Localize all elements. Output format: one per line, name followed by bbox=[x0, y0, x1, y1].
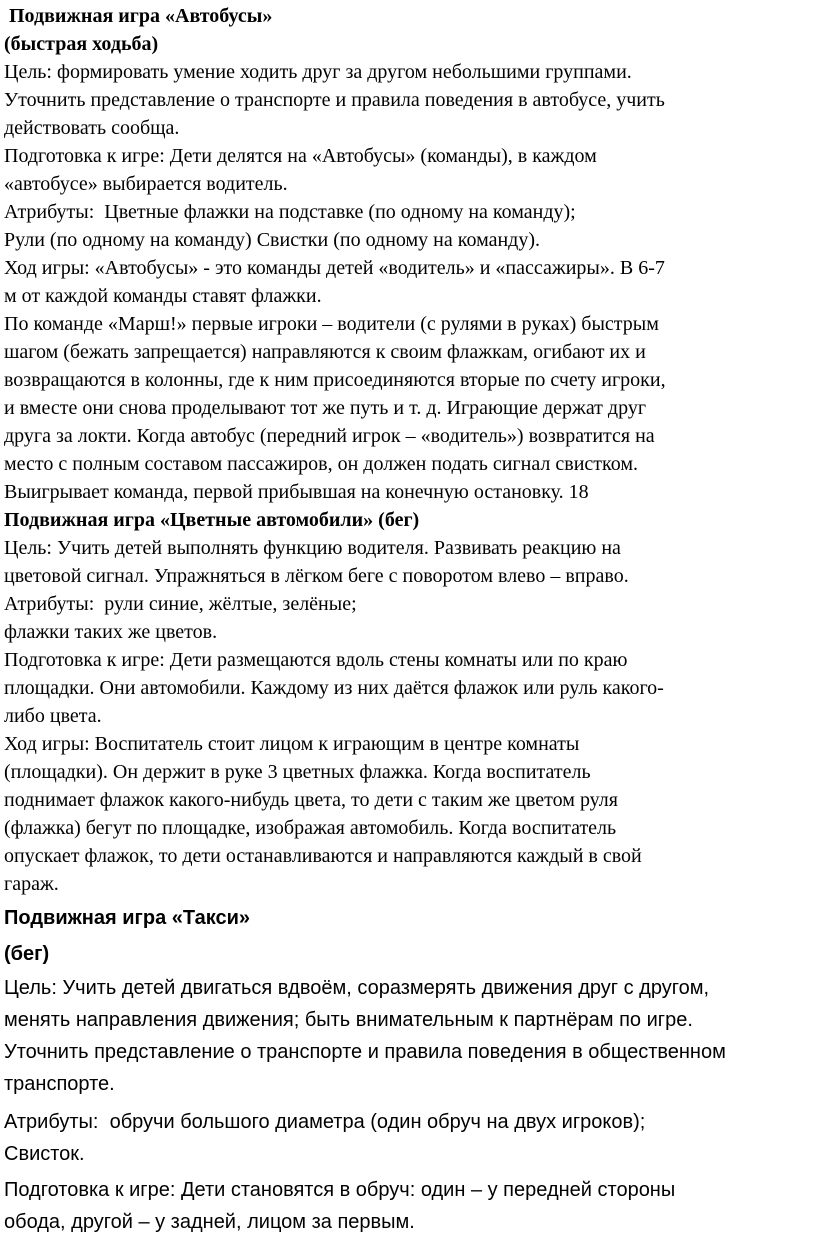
text-line: обода, другой – у задней, лицом за первым. bbox=[4, 1211, 415, 1233]
text-line: Подготовка к игре: Дети размещаются вдоль стены комнаты или по краю bbox=[4, 649, 628, 671]
text-line: Цель: Учить детей двигаться вдвоём, соразмерять движения друг с другом, bbox=[4, 977, 710, 999]
text-line: Ход игры: Воспитатель стоит лицом к играющим в центре комнаты bbox=[4, 733, 580, 755]
heading-line: Подвижная игра «Такси» bbox=[4, 907, 250, 929]
text-line: опускает флажок, то дети останавливаются и направляются каждый в свой bbox=[4, 845, 642, 867]
text-line: Выигрывает команда, первой прибывшая на конечную остановку. 18 bbox=[4, 481, 589, 503]
text-line: Атрибуты: рули синие, жёлтые, зелёные; bbox=[4, 593, 357, 615]
text-line: Рули (по одному на команду) Свистки (по одному на команду). bbox=[4, 229, 541, 251]
text-line: «автобусе» выбирается водитель. bbox=[4, 173, 288, 195]
text-line: Свисток. bbox=[4, 1143, 85, 1165]
text-line: Подготовка к игре: Дети делятся на «Автобусы» (команды), в каждом bbox=[4, 145, 597, 167]
text-line: (флажка) бегут по площадке, изображая автомобиль. Когда воспитатель bbox=[4, 817, 617, 839]
text-line: цветовой сигнал. Упражняться в лёгком беге с поворотом влево – вправо. bbox=[4, 565, 629, 587]
heading-line: (бег) bbox=[4, 943, 50, 965]
text-line: Подготовка к игре: Дети становятся в обруч: один – у передней стороны bbox=[4, 1179, 676, 1201]
text-line: и вместе они снова проделывают тот же путь и т. д. Играющие держат друг bbox=[4, 397, 647, 419]
text-line: Атрибуты: обручи большого диаметра (один обруч на двух игроков); bbox=[4, 1111, 646, 1133]
text-line: место с полным составом пассажиров, он должен подать сигнал свистком. bbox=[4, 453, 638, 475]
text-line: (площадки). Он держит в руке 3 цветных флажка. Когда воспитатель bbox=[4, 761, 591, 783]
text-line: Уточнить представление о транспорте и правила поведения в общественном bbox=[4, 1041, 726, 1063]
text-line: Атрибуты: Цветные флажки на подставке (по одному на команду); bbox=[4, 201, 576, 223]
text-line: менять направления движения; быть внимательным к партнёрам по игре. bbox=[4, 1009, 693, 1031]
text-line: Уточнить представление о транспорте и правила поведения в автобусе, учить bbox=[4, 89, 665, 111]
heading-line: Подвижная игра «Цветные автомобили» (бег) bbox=[4, 509, 420, 531]
text-line: либо цвета. bbox=[4, 705, 102, 727]
text-line: поднимает флажок какого-нибудь цвета, то дети с таким же цветом руля bbox=[4, 789, 618, 811]
heading-line: (быстрая ходьба) bbox=[4, 33, 159, 55]
text-line: По команде «Марш!» первые игроки – водители (с рулями в руках) быстрым bbox=[4, 313, 659, 335]
text-line: Цель: формировать умение ходить друг за другом небольшими группами. bbox=[4, 61, 632, 83]
text-line: действовать сообща. bbox=[4, 117, 180, 139]
text-line: Ход игры: «Автобусы» - это команды детей «водитель» и «пассажиры». В 6-7 bbox=[4, 257, 665, 279]
text-line: шагом (бежать запрещается) направляются к своим флажкам, огибают их и bbox=[4, 341, 646, 363]
text-line: друга за локти. Когда автобус (передний игрок – «водитель») возвратится на bbox=[4, 425, 655, 447]
text-section-sans bbox=[4, 902, 816, 1238]
text-line: м от каждой команды ставят флажки. bbox=[4, 285, 322, 307]
text-line: транспорте. bbox=[4, 1073, 115, 1095]
text-line: Цель: Учить детей выполнять функцию водителя. Развивать реакцию на bbox=[4, 537, 621, 559]
text-line: площадки. Они автомобили. Каждому из них даётся флажок или руль какого- bbox=[4, 677, 664, 699]
heading-line: Подвижная игра «Автобусы» bbox=[4, 5, 273, 27]
text-line: гараж. bbox=[4, 873, 59, 895]
text-section-serif bbox=[4, 2, 816, 898]
text-line: возвращаются в колонны, где к ним присоединяются вторые по счету игроки, bbox=[4, 369, 666, 391]
text-line: флажки таких же цветов. bbox=[4, 621, 218, 643]
